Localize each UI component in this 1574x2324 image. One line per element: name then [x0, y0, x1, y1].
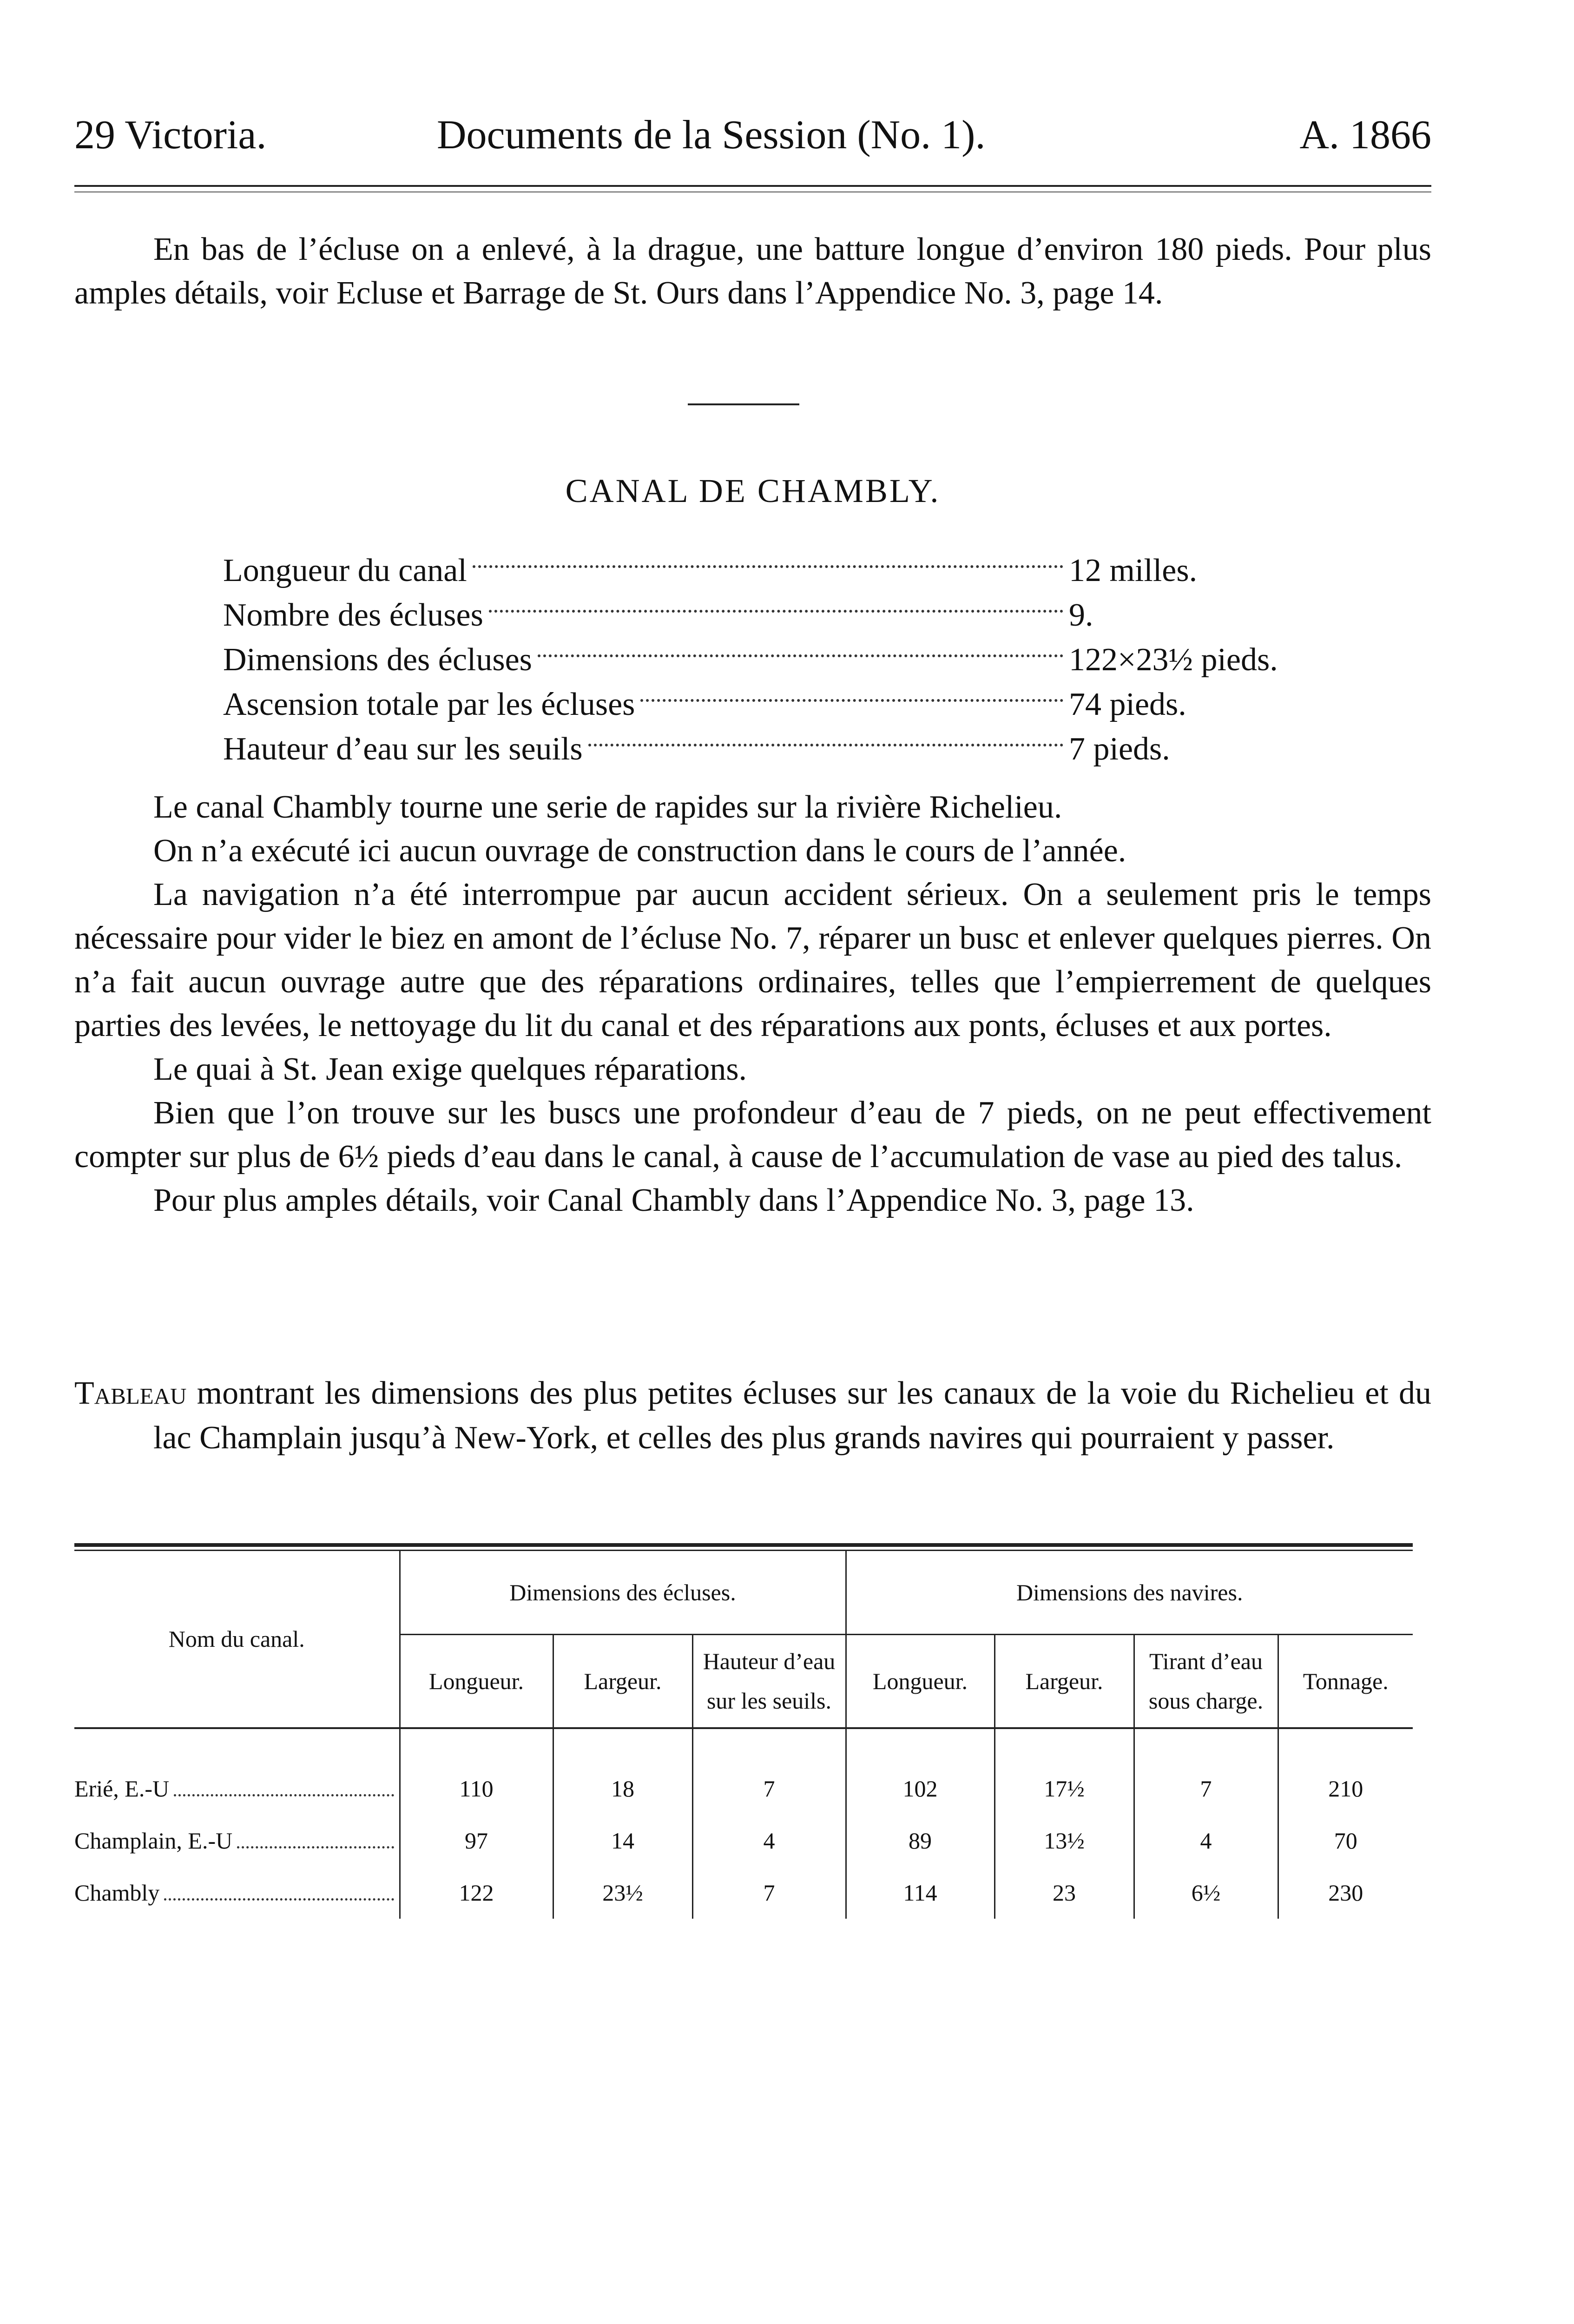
stat-label: Dimensions des écluses [223, 642, 532, 678]
col-header-ship-draft: Tirant d’eau sous charge. [1134, 1635, 1278, 1729]
col-header-tonnage: Tonnage. [1278, 1635, 1413, 1729]
lock-width: 14 [553, 1815, 692, 1867]
page-header [74, 98, 1431, 172]
body-paragraphs [74, 786, 1431, 1222]
stat-value: 122×23½ pieds. [1069, 642, 1278, 678]
paragraph: Pour plus amples détails, voir Canal Chambly dans l’Appendice No. 3, page 13. [153, 1182, 1194, 1218]
leader-dots [237, 1846, 394, 1849]
canal-name: Erié, E.-U [74, 1776, 170, 1802]
leader-dots [164, 1898, 394, 1901]
leader-dots [489, 610, 1063, 613]
canal-name: Chambly [74, 1880, 160, 1906]
ship-length: 102 [846, 1763, 994, 1815]
table-row [74, 1815, 1413, 1867]
lock-depth: 7 [692, 1763, 846, 1815]
stat-row [223, 548, 1329, 593]
col-header-lock-depth: Hauteur d’eau sur les seuils. [692, 1635, 846, 1729]
stat-row [223, 593, 1329, 638]
table-spacer [74, 1728, 1413, 1763]
header-title: Documents de la Session (No. 1). [437, 112, 986, 158]
section-title: CANAL DE CHAMBLY. [565, 472, 941, 509]
leader-dots [473, 565, 1063, 568]
dimensions-table [74, 1543, 1413, 1919]
col-header-lock-length: Longueur. [400, 1635, 553, 1729]
leader-dots [588, 744, 1063, 746]
group-header-ships: Dimensions des navires. [846, 1551, 1413, 1635]
caption-text: montrant les dimensions des plus petites écluses sur les canaux de la voie du Richelieu et du lac Champlain jusqu’à New-York, et celles des plus grands navires qui pourraient y passer. [153, 1375, 1431, 1456]
ship-length: 89 [846, 1815, 994, 1867]
leader-dots [538, 654, 1063, 657]
ship-width: 13½ [994, 1815, 1134, 1867]
table-row [74, 1763, 1413, 1815]
ship-draft: 6½ [1134, 1867, 1278, 1919]
lock-depth: 4 [692, 1815, 846, 1867]
stat-label: Ascension totale par les écluses [223, 687, 635, 722]
header-rule-thin [74, 191, 1431, 192]
lock-width: 18 [553, 1763, 692, 1815]
paragraph: Le quai à St. Jean exige quelques réparations. [153, 1051, 747, 1087]
col-header-lock-width: Largeur. [553, 1635, 692, 1729]
section-divider [688, 403, 799, 405]
lock-depth: 7 [692, 1867, 846, 1919]
canal-name: Champlain, E.-U [74, 1828, 233, 1854]
ship-width: 23 [994, 1867, 1134, 1919]
paragraph: Le canal Chambly tourne une serie de rapides sur la rivière Richelieu. [153, 789, 1062, 825]
canal-stats [223, 548, 1329, 772]
stat-row [223, 682, 1329, 727]
header-rule [74, 185, 1431, 187]
caption-lead: Tableau [74, 1375, 187, 1411]
group-header-locks: Dimensions des écluses. [400, 1551, 846, 1635]
stat-value: 7 pieds. [1069, 731, 1170, 767]
lock-width: 23½ [553, 1867, 692, 1919]
paragraph: Bien que l’on trouve sur les buscs une profondeur d’eau de 7 pieds, on ne peut effectivement compter sur plus de 6½ pieds d’eau dans le canal, à cause de l’accumulation de vase au pied des talus. [74, 1095, 1431, 1175]
ship-draft: 4 [1134, 1815, 1278, 1867]
stat-label: Hauteur d’eau sur les seuils [223, 731, 583, 767]
stat-label: Nombre des écluses [223, 597, 483, 633]
ship-draft: 7 [1134, 1763, 1278, 1815]
tonnage: 230 [1278, 1867, 1413, 1919]
table-row [74, 1867, 1413, 1919]
lock-length: 97 [400, 1815, 553, 1867]
leader-dots [174, 1794, 394, 1796]
intro-paragraph [74, 228, 1431, 315]
col-header-ship-width: Largeur. [994, 1635, 1134, 1729]
tonnage: 70 [1278, 1815, 1413, 1867]
stat-row [223, 638, 1329, 682]
header-year: A. 1866 [1299, 112, 1431, 158]
paragraph: La navigation n’a été interrompue par aucun accident sérieux. On a seulement pris le temps nécessaire pour vider le biez en amont de l’écluse No. 7, réparer un busc et enlever quelques pierres. On n’a fait aucun ouvrage autre que des réparations ordinaires, telles que l’empierrement de quelques parties des levées, le nettoyage du lit du canal et des réparations aux ponts, écluses et aux portes. [74, 877, 1431, 1043]
header-session: 29 Victoria. [74, 112, 267, 158]
stat-value: 74 pieds. [1069, 687, 1186, 722]
table-rule-thick [74, 1543, 1413, 1547]
ship-length: 114 [846, 1867, 994, 1919]
tonnage: 210 [1278, 1763, 1413, 1815]
ship-width: 17½ [994, 1763, 1134, 1815]
leader-dots [640, 699, 1063, 702]
lock-length: 110 [400, 1763, 553, 1815]
lock-length: 122 [400, 1867, 553, 1919]
stat-row [223, 727, 1329, 772]
intro-text: En bas de l’écluse on a enlevé, à la drague, une batture longue d’environ 180 pieds. Pour plus amples détails, voir Ecluse et Barrage de St. Ours dans l’Appendice No. 3, page 14. [74, 231, 1431, 311]
table-caption [74, 1371, 1431, 1460]
col-header-name: Nom du canal. [74, 1551, 400, 1728]
paragraph: On n’a exécuté ici aucun ouvrage de construction dans le cours de l’année. [153, 833, 1126, 869]
stat-label: Longueur du canal [223, 553, 467, 588]
stat-value: 9. [1069, 597, 1093, 633]
col-header-ship-length: Longueur. [846, 1635, 994, 1729]
stat-value: 12 milles. [1069, 553, 1198, 588]
